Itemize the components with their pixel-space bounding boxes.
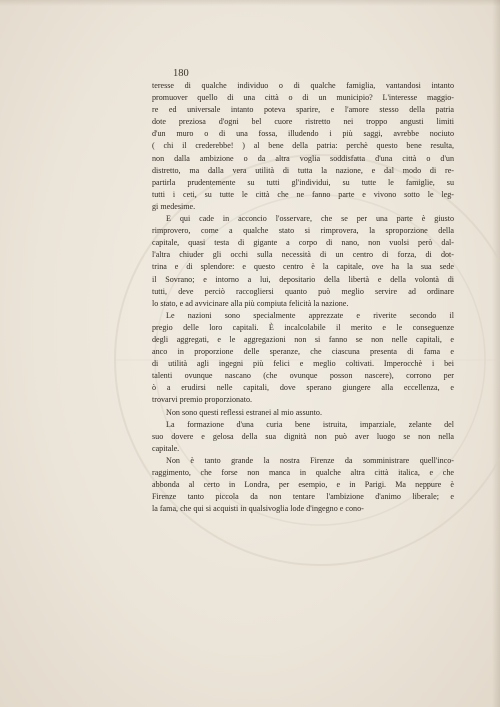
text-line: capitale, quasi testa di gigante a corpo di nano, non vuolsi però dal- [152, 238, 454, 248]
text-line: tutti, deve perciò raccogliersi quanto può meglio servire ad ordinare [152, 286, 454, 296]
text-line: d'un muro o di una fossa, illudendo i più saggi, avrebbe nociuto [152, 129, 454, 139]
text-line: talenti ovunque nascano (che ovunque posson nascere), corrono per [152, 371, 454, 381]
text-line: tutti i ceti, su tutte le città che ne fanno parte e vivono sotto le leg- [152, 189, 454, 199]
paragraph [152, 407, 454, 419]
text-line: capitale. [152, 443, 180, 453]
paragraph [152, 80, 454, 213]
text-line: abbonda al certo in Londra, per esempio, e in Parigi. Ma neppure è [152, 480, 454, 490]
text-line: re ed universale intanto poteva sparire, e l'amore stesso della patria [152, 105, 454, 115]
text-line: rimprovero, come a qualche stato si rimprovera, la sproporzione della [152, 226, 454, 236]
body-text [152, 80, 454, 515]
paragraph [152, 213, 454, 310]
text-line: il Sovrano; e intorno a lui, depositario della libertà e della volontà di [152, 274, 454, 284]
text-line: lo stato, e ad avvicinare alla più compiuta felicità la nazione. [152, 298, 349, 308]
page-edge-shadow [492, 0, 500, 707]
text-line: partirla prudentemente su tutti gl'individui, su tutte le famiglie, su [152, 177, 454, 187]
text-line: trina e di splendore: e questo centro è la capitale, ove ha la sua sede [152, 262, 454, 272]
text-line: di utilità agli ingegni più felici e meglio coltivati. Imperocchè i bei [152, 359, 454, 369]
text-line: non dalla ambizione o da altra voglia soddisfatta d'una città o d'un [152, 153, 454, 163]
text-line: teresse di qualche individuo o di qualche famiglia, vantandosi intanto [152, 81, 454, 90]
page-top-shadow [0, 0, 500, 6]
text-line: dote preziosa d'ogni bel cuore ristretto nei troppo angusti limiti [152, 117, 454, 127]
text-line: Le nazioni sono specialmente apprezzate e riverite secondo il [166, 310, 454, 320]
text-line: ( chi il crederebbe! ) al bene della patria: perchè questo bene resulta, [152, 141, 454, 151]
text-line: suo dovere e gelosa della sua dignità non può aver luogo se non nella [152, 431, 454, 441]
text-line: E qui cade in acconcio l'osservare, che se per una parte è giusto [166, 214, 454, 224]
text-line: la fama, che qui si acquisti in qualsivoglia lode d'ingegno e cono- [152, 504, 364, 514]
text-line: Firenze tanto piccola da non tentare l'ambizione d'animo liberale; e [152, 492, 454, 502]
text-line: pregio delle loro capitali. È incalcolabile il merito e le conseguenze [152, 322, 454, 332]
text-line: La formazione d'una curia bene istruita, imparziale, zelante del [166, 419, 454, 429]
text-line: promuover quello di una città o di un municipio? L'interesse maggio- [152, 93, 454, 103]
text-line: l'altra chiuder gli occhi sulla necessità di un centro di forza, di dot- [152, 250, 454, 260]
text-line: gi medesime. [152, 201, 196, 211]
paragraph [152, 455, 454, 515]
text-line: trovarvi premio proporzionato. [152, 395, 253, 405]
text-line: Non è tanto grande la nostra Firenze da somministrare quell'inco- [166, 455, 454, 465]
text-line: ò a erudirsi nelle capitali, dove sperano giungere alla eccellenza, e [152, 383, 454, 393]
page-number: 180 [173, 68, 189, 79]
text-line: anco in proporzione delle speranze, che ciascuna presenta di fama e [152, 347, 454, 357]
text-line: raggimento, che forse non manca in qualche altra città italica, e che [152, 468, 454, 477]
text-line: degli aggregati, e le aggregazioni non si fanno se non nelle capitali, e [152, 334, 454, 344]
text-line: distretto, ma dalla vera utilità di tutta la nazione, e dal modo di re- [152, 165, 454, 175]
text-line: Non sono questi reflessi estranei al mio assunto. [166, 407, 323, 417]
paragraph [152, 310, 454, 407]
paragraph [152, 419, 454, 455]
